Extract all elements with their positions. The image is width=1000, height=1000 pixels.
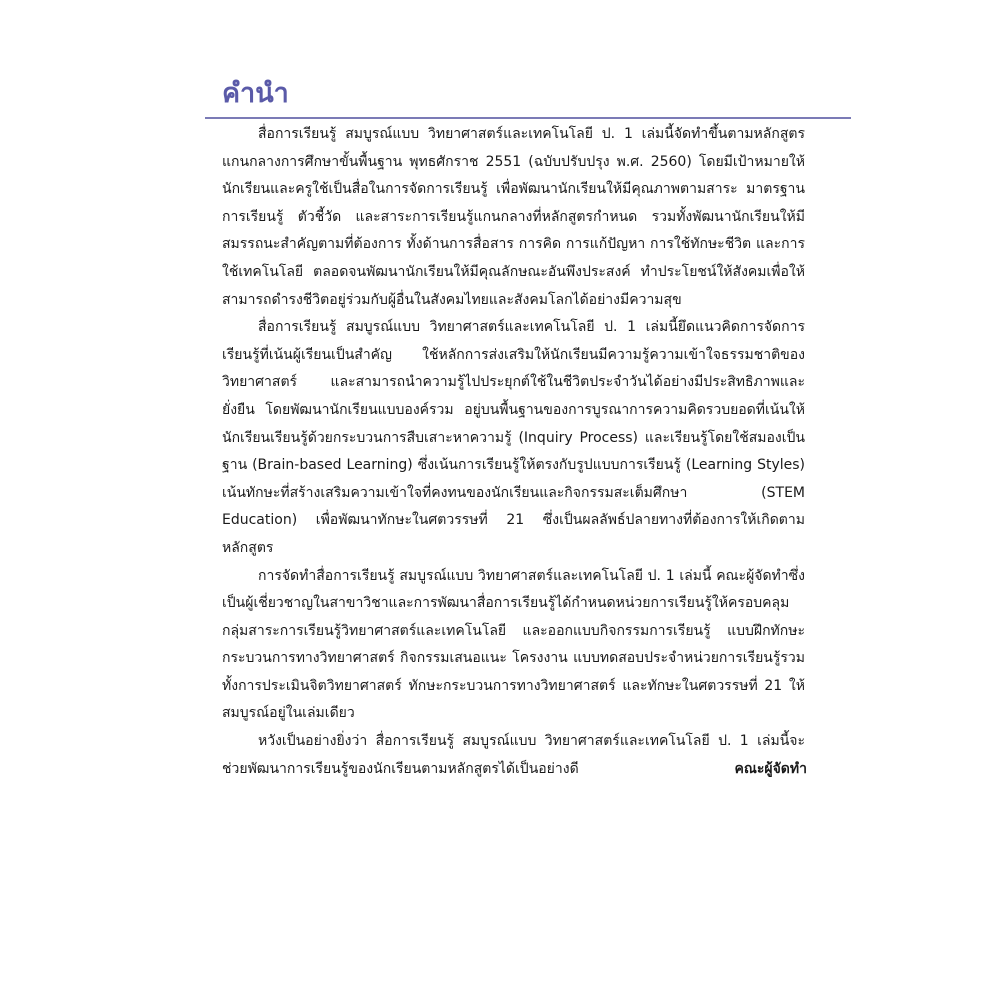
preface-body <box>222 121 805 783</box>
page-title: คำนำ <box>222 78 289 109</box>
paragraph-1: สื่อการเรียนรู้ สมบูรณ์แบบ วิทยาศาสตร์และเทคโนโลยี ป. 1 เล่มนี้จัดทำขึ้นตามหลักสูตรแกนกลางการศึกษาขั้นพื้นฐาน พุทธศักราช 2551 (ฉบับปรับปรุง พ.ศ. 2560) โดยมีเป้าหมายให้นักเรียนและครูใช้เป็นสื่อในการจัดการเรียนรู้ เพื่อพัฒนานักเรียนให้มีคุณภาพตามสาระ มาตรฐานการเรียนรู้ ตัวชี้วัด และสาระการเรียนรู้แกนกลางที่หลักสูตรกำหนด รวมทั้งพัฒนานักเรียนให้มีสมรรถนะสำคัญตามที่ต้องการ ทั้งด้านการสื่อสาร การคิด การแก้ปัญหา การใช้ทักษะชีวิต และการใช้เทคโนโลยี ตลอดจนพัฒนานักเรียนให้มีคุณลักษณะอันพึงประสงค์ ทำประโยชน์ให้สังคมเพื่อให้สามารถดำรงชีวิตอยู่ร่วมกับผู้อื่นในสังคมไทยและสังคมโลกได้อย่างมีความสุข <box>222 126 805 308</box>
paragraph-2: สื่อการเรียนรู้ สมบูรณ์แบบ วิทยาศาสตร์และเทคโนโลยี ป. 1 เล่มนี้ยึดแนวคิดการจัดการเรียนรู้ที่เน้นผู้เรียนเป็นสำคัญ ใช้หลักการส่งเสริมให้นักเรียนมีความรู้ความเข้าใจธรรมชาติของวิทยาศาสตร์ และสามารถนำความรู้ไปประยุกต์ใช้ในชีวิตประจำวันได้อย่างมีประสิทธิภาพและยั่งยืน โดยพัฒนานักเรียนแบบองค์รวม อยู่บนพื้นฐานของการบูรณาการความคิดรวบยอดที่เน้นให้นักเรียนเรียนรู้ด้วยกระบวนการสืบเสาะหาความรู้ (Inquiry Process) และเรียนรู้โดยใช้สมองเป็นฐาน (Brain-based Learning) ซึ่งเน้นการเรียนรู้ให้ตรงกับรูปแบบการเรียนรู้ (Learning Styles) เน้นทักษะที่สร้างเสริมความเข้าใจที่คงทนของนักเรียนและกิจกรรมสะเต็มศึกษา (STEM Education) เพื่อพัฒนาทักษะในศตวรรษที่ 21 ซึ่งเป็นผลลัพธ์ปลายทางที่ต้องการให้เกิดตามหลักสูตร <box>222 319 805 556</box>
paragraph-3: การจัดทำสื่อการเรียนรู้ สมบูรณ์แบบ วิทยาศาสตร์และเทคโนโลยี ป. 1 เล่มนี้ คณะผู้จัดทำซึ่งเป็นผู้เชี่ยวชาญในสาขาวิชาและการพัฒนาสื่อการเรียนรู้ได้กำหนดหน่วยการเรียนรู้ให้ครอบคลุมกลุ่มสาระการเรียนรู้วิทยาศาสตร์และเทคโนโลยี และออกแบบกิจกรรมการเรียนรู้ แบบฝึกทักษะกระบวนการทางวิทยาศาสตร์ กิจกรรมเสนอแนะ โครงงาน แบบทดสอบประจำหน่วยการเรียนรู้รวมทั้งการประเมินจิตวิทยาศาสตร์ ทักษะกระบวนการทางวิทยาศาสตร์ และทักษะในศตวรรษที่ 21 ให้สมบูรณ์อยู่ในเล่มเดียว <box>222 567 805 722</box>
author-signature: คณะผู้จัดทำ <box>734 761 807 777</box>
title-divider <box>205 117 851 119</box>
paragraph-4: หวังเป็นอย่างยิ่งว่า สื่อการเรียนรู้ สมบูรณ์แบบ วิทยาศาสตร์และเทคโนโลยี ป. 1 เล่มนี้จะช่วยพัฒนาการเรียนรู้ของนักเรียนตามหลักสูตรได้เป็นอย่างดี <box>222 733 805 777</box>
